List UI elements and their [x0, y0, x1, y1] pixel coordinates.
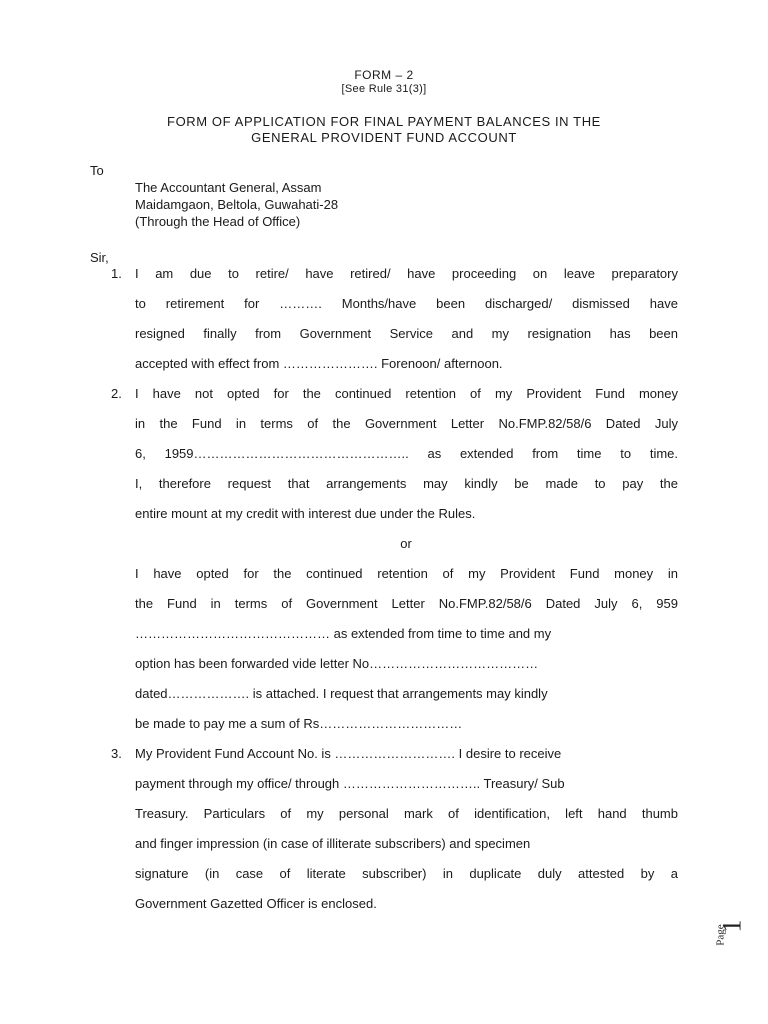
paragraph-3-number: 3.	[111, 746, 122, 761]
paragraph-line: signature (in case of literate subscriber) in duplicate duly attested by a	[135, 866, 678, 881]
paragraph-line: My Provident Fund Account No. is ………………………. I desire to receive	[135, 746, 562, 761]
page-word: Page	[714, 924, 727, 946]
or-separator: or	[400, 536, 412, 551]
paragraph-line: resigned finally from Government Service and my resignation has been	[135, 326, 678, 341]
paragraph-line: Government Gazetted Officer is enclosed.	[135, 896, 377, 911]
paragraph-line: I have opted for the continued retention of my Provident Fund money in	[135, 566, 678, 581]
paragraph-line: to retirement for ………. Months/have been discharged/ dismissed have	[135, 296, 678, 311]
rule-reference: [See Rule 31(3)]	[341, 83, 427, 95]
paragraph-line: entire mount at my credit with interest due under the Rules.	[135, 506, 476, 521]
paragraph-line: option has been forwarded vide letter No…………………………………	[135, 656, 539, 671]
paragraph-line: in the Fund in terms of the Government Letter No.FMP.82/58/6 Dated July	[135, 416, 678, 431]
paragraph-line: the Fund in terms of Government Letter No.FMP.82/58/6 Dated July 6, 959	[135, 596, 678, 611]
addressee-line-1: The Accountant General, Assam	[135, 180, 322, 195]
form-title	[0, 114, 768, 146]
addressee-to: To	[90, 163, 104, 178]
form-title-line-2: GENERAL PROVIDENT FUND ACCOUNT	[251, 130, 517, 145]
paragraph-line: I have not opted for the continued retention of my Provident Fund money	[135, 386, 678, 401]
paragraph-line: and finger impression (in case of illiterate subscribers) and specimen	[135, 836, 531, 851]
paragraph-line: I, therefore request that arrangements may kindly be made to pay the	[135, 476, 678, 491]
paragraph-line: dated………………. is attached. I request that arrangements may kindly	[135, 686, 548, 701]
addressee-line-3: (Through the Head of Office)	[135, 214, 301, 229]
addressee-line-2: Maidamgaon, Beltola, Guwahati-28	[135, 197, 339, 212]
salutation: Sir,	[90, 250, 109, 265]
form-title-line-1: FORM OF APPLICATION FOR FINAL PAYMENT BALANCES IN THE	[167, 114, 601, 129]
paragraph-line: Treasury. Particulars of my personal mark of identification, left hand thumb	[135, 806, 678, 821]
paragraph-line: ……………………………………… as extended from time to time and my	[135, 626, 552, 641]
page-number: 1	[717, 919, 747, 933]
page-number-label	[716, 913, 746, 953]
paragraph-2-number: 2.	[111, 386, 122, 401]
paragraph-line: payment through my office/ through ………………………….. Treasury/ Sub	[135, 776, 565, 791]
paragraph-line: be made to pay me a sum of Rs……………………………	[135, 716, 463, 731]
form-number: FORM – 2	[354, 68, 414, 82]
paragraph-1-number: 1.	[111, 266, 122, 281]
paragraph-line: I am due to retire/ have retired/ have proceeding on leave preparatory	[135, 266, 678, 281]
paragraph-line: 6, 1959………………………………………….. as extended from time to time.	[135, 446, 678, 461]
paragraph-line: accepted with effect from …………………. Forenoon/ afternoon.	[135, 356, 503, 371]
